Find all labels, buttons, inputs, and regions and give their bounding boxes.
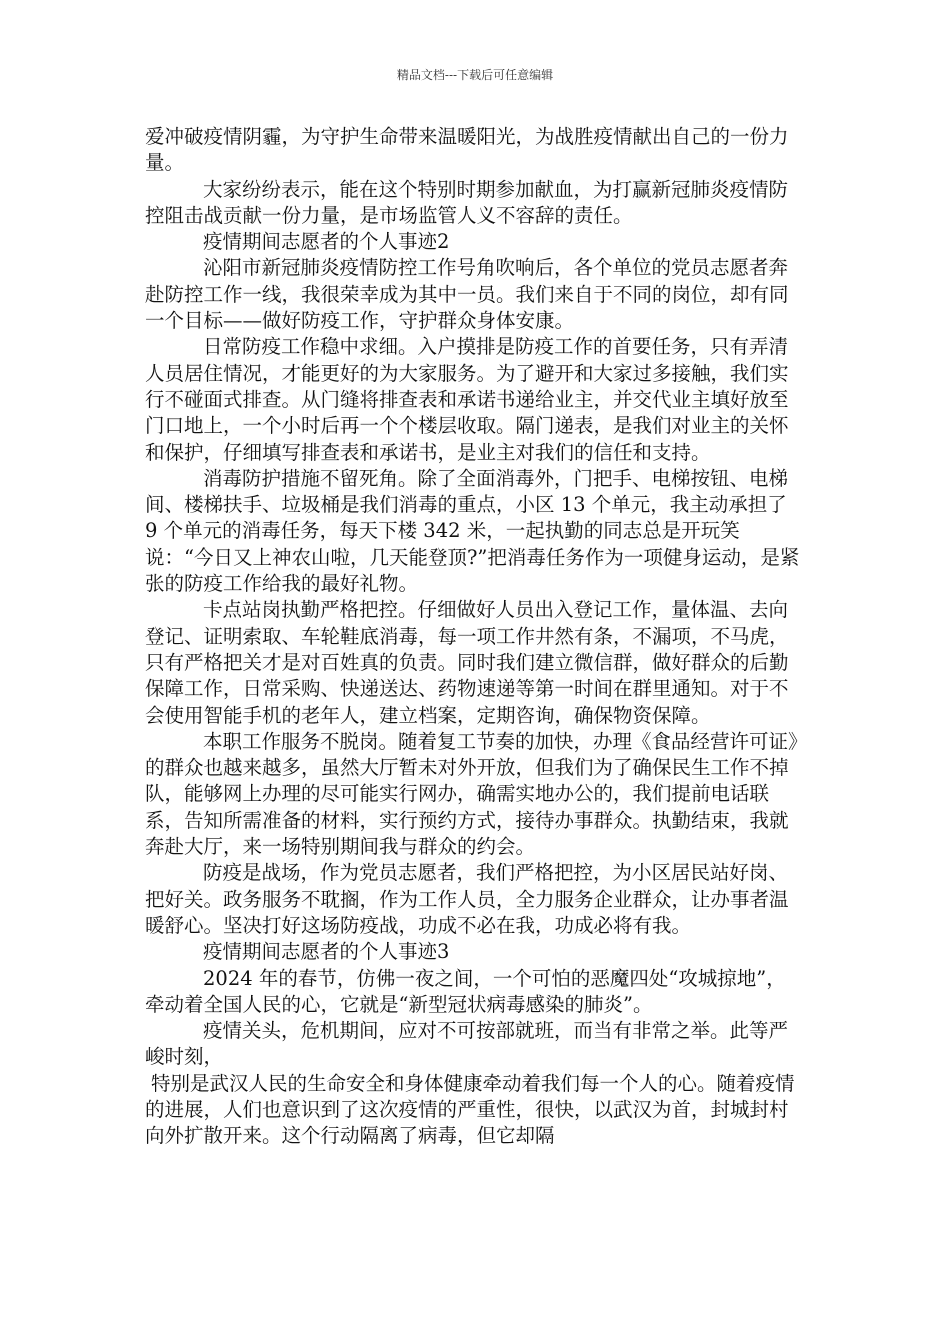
- paragraph: 本职工作服务不脱岗。随着复工节奏的加快，办理《食品经营许可证》的群众也越来越多，虽然大厅暂未对外开放，但我们为了确保民生工作不掉队，能够网上办理的尽可能实行网办，确需实地办公的，我们提前电话联系，告知所需准备的材料，实行预约方式，接待办事群众。执勤结束，我就奔赴大厅，来一场特别期间我与群众的约会。: [145, 729, 798, 859]
- paragraph: 消毒防护措施不留死角。除了全面消毒外，门把手、电梯按钮、电梯间、楼梯扶手、垃圾桶是我们消毒的重点，小区 13 个单元，我主动承担了 9 个单元的消毒任务，每天下楼 342 米，一起执勤的同志总是开玩笑说：“今日又上神农山啦，几天能登顶?”把消毒任务作为一项健身运动，是紧张的防疫工作给我的最好礼物。: [145, 466, 800, 596]
- section-heading: 疫情期间志愿者的个人事迹3: [203, 940, 450, 964]
- section-heading: 疫情期间志愿者的个人事迹2: [203, 230, 450, 254]
- paragraph: 卡点站岗执勤严格把控。仔细做好人员出入登记工作，量体温、去向登记、证明索取、车轮鞋底消毒，每一项工作井然有条，不漏项，不马虎，只有严格把关才是对百姓真的负责。同时我们建立微信群，做好群众的后勤保障工作，日常采购、快递送达、药物速递等第一时间在群里通知。对于不会使用智能手机的老年人，建立档案，定期咨询，确保物资保障。: [145, 598, 789, 727]
- paragraph: 2024 年的春节，仿佛一夜之间，一个可怕的恶魔四处“攻城掠地”，牵动着全国人民的心，它就是“新型冠状病毒感染的肺炎”。: [145, 966, 786, 1016]
- paragraph: 日常防疫工作稳中求细。入户摸排是防疫工作的首要任务，只有弄清人员居住情况，才能更好的为大家服务。为了避开和大家过多接触，我们实行不碰面式排查。从门缝将排查表和承诺书递给业主，并交代业主填好放至门口地上，一个小时后再一个个楼层收取。隔门递表，是我们对业主的关怀和保护，仔细填写排查表和承诺书，是业主对我们的信任和支持。: [145, 335, 789, 464]
- document-body: [145, 124, 805, 1150]
- paragraph: 疫情关头，危机期间，应对不可按部就班，而当有非常之举。此等严峻时刻，: [145, 1019, 789, 1069]
- page-header: 精品文档---下载后可任意编辑: [396, 68, 554, 82]
- paragraph: 防疫是战场，作为党员志愿者，我们严格把控，为小区居民站好岗、把好关。政务服务不耽搁，作为工作人员，全力服务企业群众，让办事者温暖舒心。坚决打好这场防疫战，功成不必在我，功成必将有我。: [145, 861, 789, 937]
- paragraph: 爱冲破疫情阴霾，为守护生命带来温暖阳光，为战胜疫情献出自己的一份力量。: [145, 125, 789, 175]
- paragraph: 特别是武汉人民的生命安全和身体健康牵动着我们每一个人的心。随着疫情的进展，人们也意识到了这次疫情的严重性，很快，以武汉为首，封城封村向外扩散开来。这个行动隔离了病毒，但它却隔: [145, 1071, 795, 1148]
- paragraph: 大家纷纷表示，能在这个特别时期参加献血，为打赢新冠肺炎疫情防控阻击战贡献一份力量，是市场监管人义不容辞的责任。: [145, 177, 789, 227]
- paragraph: 沁阳市新冠肺炎疫情防控工作号角吹响后，各个单位的党员志愿者奔赴防控工作一线，我很荣幸成为其中一员。我们来自于不同的岗位，却有同一个目标——做好防疫工作，守护群众身体安康。: [145, 256, 789, 333]
